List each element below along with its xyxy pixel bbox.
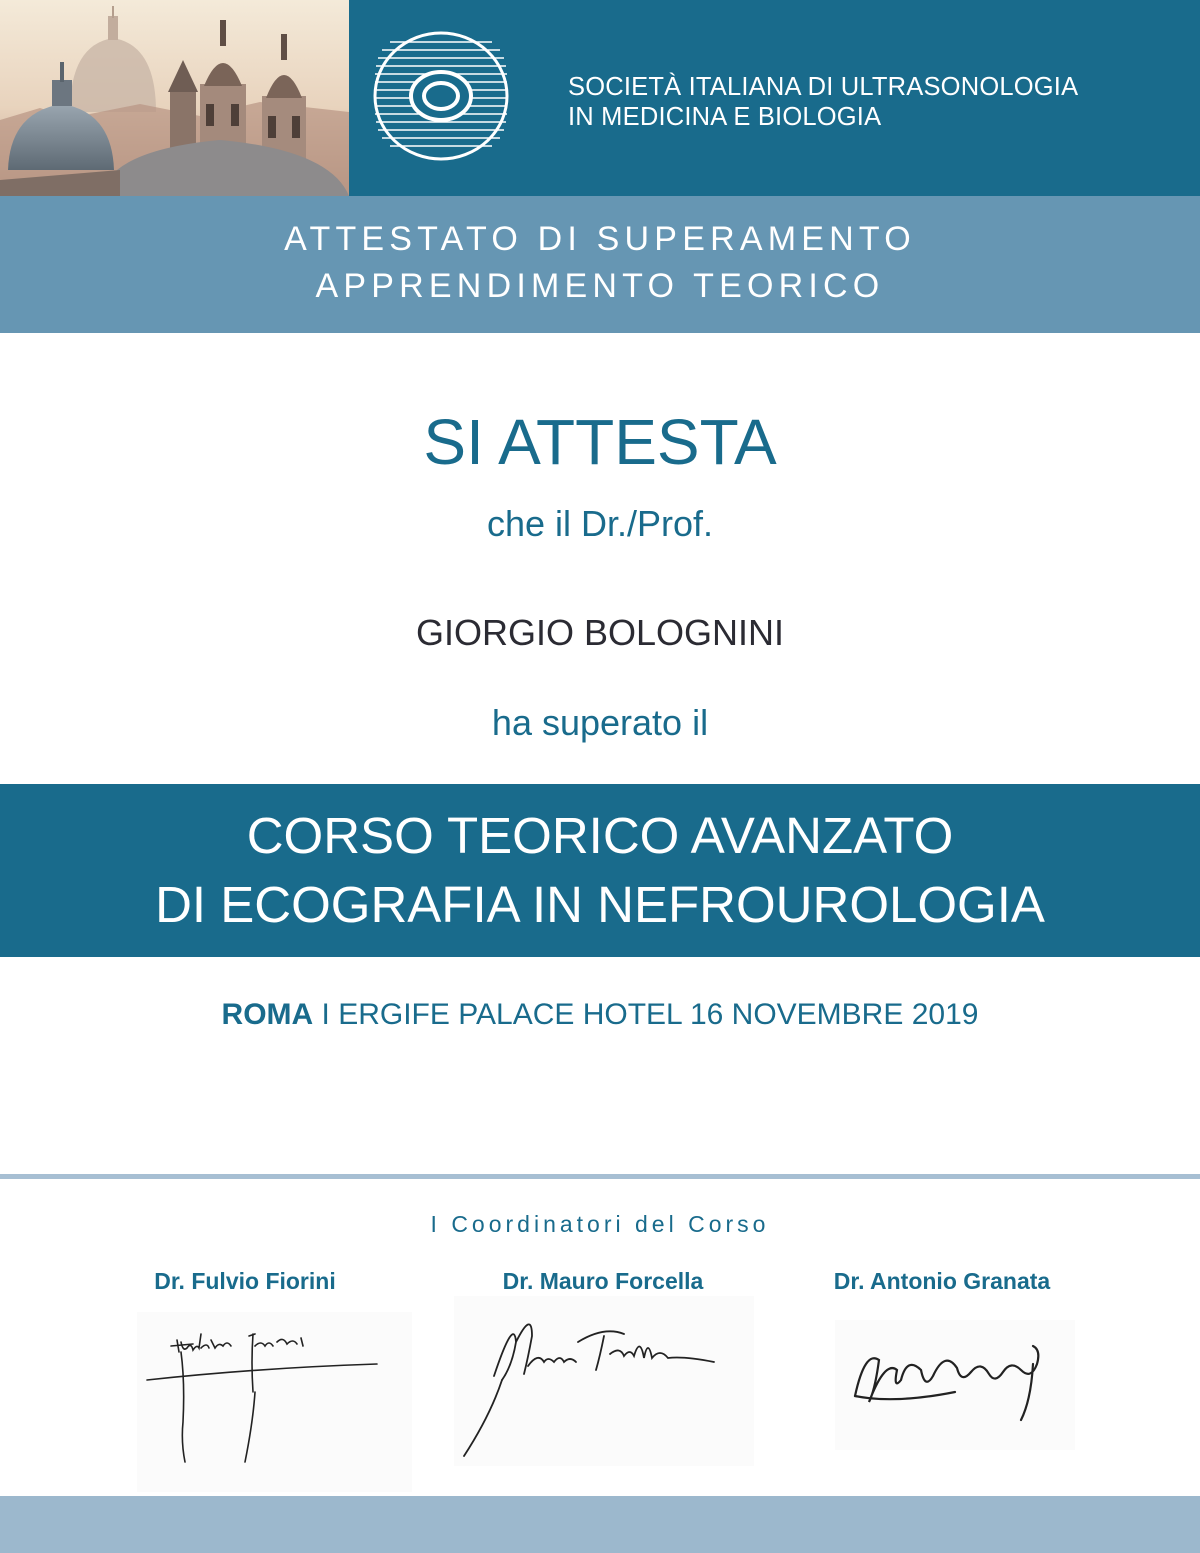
recipient-name: GIORGIO BOLOGNINI <box>415 612 785 653</box>
attestation-intro: che il Dr./Prof. <box>486 503 714 544</box>
organization-name-line2: IN MEDICINA E BIOLOGIA <box>568 103 882 131</box>
organization-name <box>568 72 1078 132</box>
course-title-band <box>0 784 1200 957</box>
organization-name-line1: SOCIETÀ ITALIANA DI ULTRASONOLOGIA <box>568 73 1079 101</box>
footer-bar <box>0 1496 1200 1553</box>
signature-forcella <box>454 1296 754 1466</box>
attestation-passed-text: ha superato il <box>491 702 709 743</box>
ultrasound-logo-icon <box>372 30 510 162</box>
coordinator-name-1: Dr. Fulvio Fiorini <box>154 1268 336 1294</box>
coordinator-name-3: Dr. Antonio Granata <box>833 1268 1051 1294</box>
course-title-line2: DI ECOGRAFIA IN NEFROUROLOGIA <box>155 876 1045 933</box>
attestation-heading: SI ATTESTA <box>423 406 777 478</box>
venue-line <box>0 996 1200 1034</box>
divider <box>0 1174 1200 1179</box>
venue-details: I ERGIFE PALACE HOTEL 16 NOVEMBRE 2019 <box>313 998 979 1031</box>
coordinator-name-2: Dr. Mauro Forcella <box>502 1268 704 1294</box>
course-title-line1: CORSO TEORICO AVANZATO <box>246 807 954 864</box>
certificate-title-line2: APPRENDIMENTO TEORICO <box>315 267 885 305</box>
venue-city: ROMA <box>221 998 314 1031</box>
certificate-title-band <box>0 196 1200 333</box>
certificate-title-line1: ATTESTATO DI SUPERAMENTO <box>284 220 916 258</box>
rome-skyline-photo <box>0 0 349 196</box>
coordinators-heading: I Coordinatori del Corso <box>430 1211 770 1237</box>
signature-granata <box>835 1320 1075 1450</box>
signature-fiorini <box>137 1312 412 1492</box>
